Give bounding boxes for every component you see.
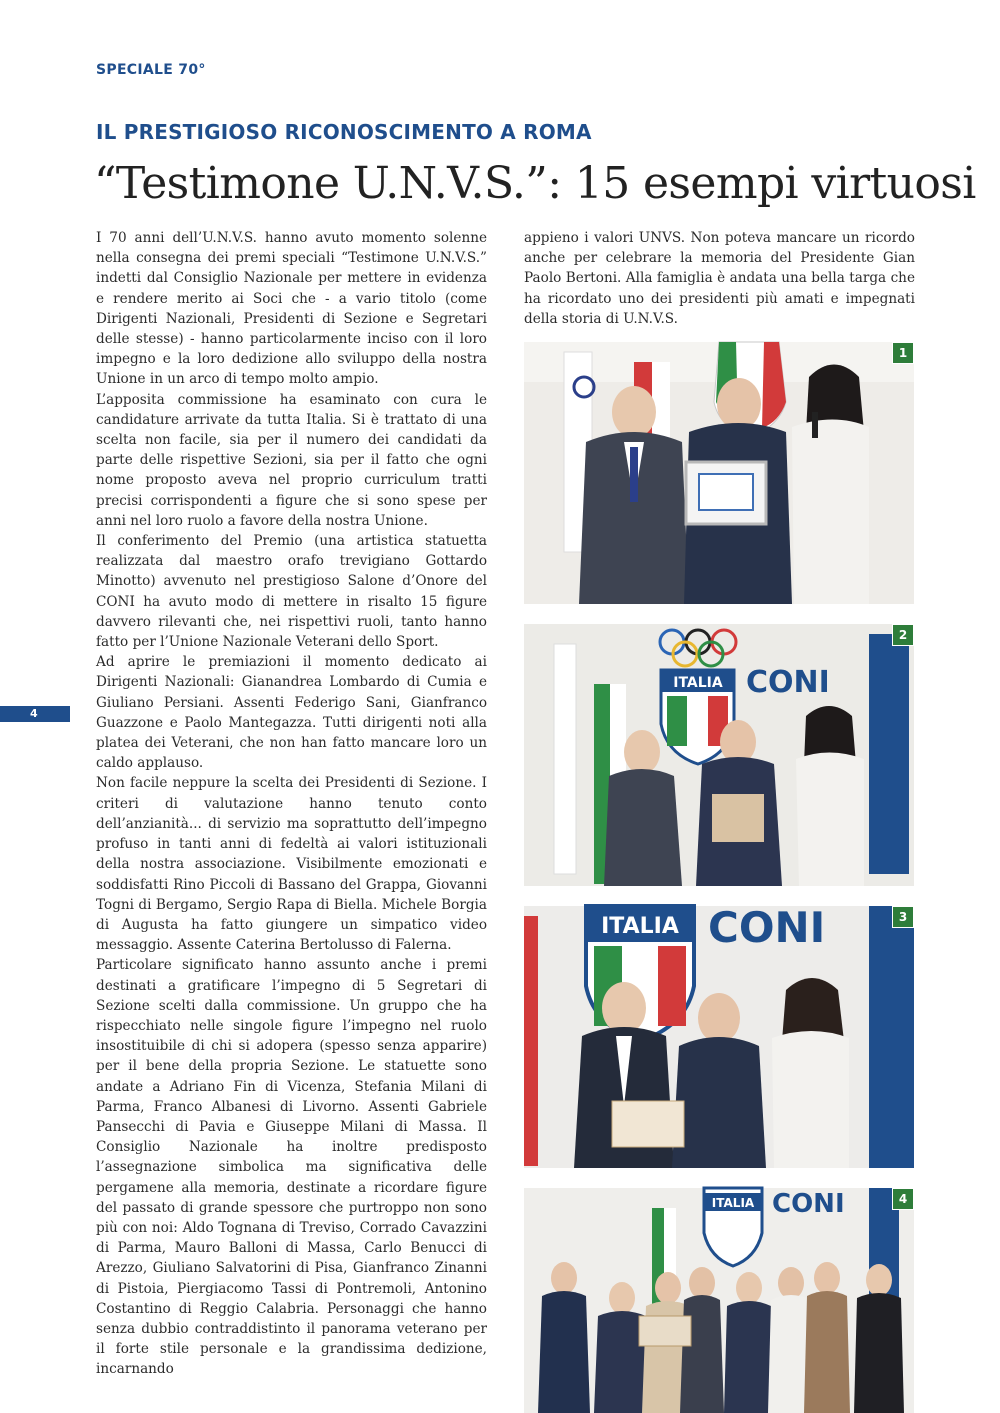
coni-sign: CONI <box>708 903 826 952</box>
photo-3-image <box>524 903 914 1168</box>
paragraph: Particolare significato hanno assunto anche i premi destinati a gratificare l’impegno di 5 Segretari di Sezione scelti dalla commissione. Un gruppo che ha rispecchiato nelle singole figure l’impegno nel ruolo insostituibile di chi si adopera (spesso senza apparire) per il bene della propria Sezione. Le statuette sono andate a Adriano Fin di Vicenza, Stefania Milani di Parma, Franco Albanesi di Livorno. Assenti Gabriele Pansecchi di Pavia e Giuseppe Milani di Massa. Il Consiglio Nazionale ha inoltre predisposto l’assegnazione simbolica ma significativa delle pergamene alla memoria, destinate a ricordare figure del passato di grande spessore che purtroppo non sono più con noi: Aldo Tognana di Treviso, Corrado Cavazzini di Parma, Mauro Balloni di Massa, Carlo Benucci di Arezzo, Giuliano Salvatorini di Pisa, Gianfranco Zinanni di Pistoia, Piergiacomo Tassi di Pontremoli, Antonino Costantino di Reggio Calabria. Personaggi che hanno senza dubbio contraddistinto il panorama veterano per il forte stile personale e la grandissima dedizione, incarnando <box>96 957 487 1378</box>
article-kicker: IL PRESTIGIOSO RICONOSCIMENTO A ROMA <box>96 120 592 144</box>
coni-sign: CONI <box>772 1189 845 1219</box>
photo-2 <box>524 624 914 886</box>
photo-number-badge: 3 <box>892 906 914 928</box>
article-headline: “Testimone U.N.V.S.”: 15 esempi virtuosi <box>94 158 976 209</box>
page-number: 4 <box>0 706 70 722</box>
paragraph: L’apposita commissione ha esaminato con cura le candidature arrivate da tutta Italia. Si è trattato di una scelta non facile, sia per il numero dei candidati da parte delle rispettive Sezioni, sia per il fatto che ogni nome proposto aveva nel proprio curriculum tratti precisi corrispondenti a figure che si sono spese per anni nel loro ruolo a favore della nostra Unione. <box>96 391 487 529</box>
italia-sign: ITALIA <box>673 675 723 691</box>
section-label: SPECIALE 70° <box>96 62 206 78</box>
photo-number-badge: 2 <box>892 624 914 646</box>
paragraph: Ad aprire le premiazioni il momento dedicato ai Dirigenti Nazionali: Gianandrea Lombardo di Cumia e Giuliano Persiani. Assenti Federigo Sani, Gianfranco Guazzone e Paolo Mantegazza. Tutti dirigenti noti alla platea dei Veterani, che non han fatto mancare loro un caldo applauso. <box>96 654 487 772</box>
article-left-column <box>96 228 487 1378</box>
photo-number-badge: 4 <box>892 1188 914 1210</box>
photo-number-badge: 1 <box>892 342 914 364</box>
paragraph: Non facile neppure la scelta dei Presidenti di Sezione. I criteri di valutazione hanno tenuto conto dell’anzianità... di servizio ma soprattutto dell’impegno profuso in tanti anni di fedeltà ai valori istituzionali della nostra associazione. Visibilmente emozionati e soddisfatti Rino Piccoli di Bassano del Grappa, Giovanni Togni di Bergamo, Sergio Rapa di Biella. Michele Borgia di Augusta ha fatto giungere un simpatico video messaggio. Assente Caterina Bertolusso di Falerna. <box>96 775 487 954</box>
photo-4-image <box>524 1188 914 1413</box>
article-right-column <box>524 228 915 329</box>
italia-sign: ITALIA <box>711 1196 755 1210</box>
photo-2-image <box>524 624 914 886</box>
photo-4 <box>524 1188 914 1413</box>
photo-3 <box>524 903 914 1168</box>
paragraph: Il conferimento del Premio (una artistica statuetta realizzata dal maestro orafo trevigiano Gottardo Minotto) avvenuto nel prestigioso Salone d’Onore del CONI ha avuto modo di mettere in risalto 15 figure davvero rilevanti che, nei rispettivi ruoli, tanto hanno fatto per l’Unione Nazionale Veterani dello Sport. <box>96 533 487 651</box>
coni-sign: CONI <box>746 665 830 700</box>
paragraph: appieno i valori UNVS. Non poteva mancare un ricordo anche per celebrare la memoria del Presidente Gian Paolo Bertoni. Alla famiglia è andata una bella targa che ha ricordato uno dei presidenti più amati e impegnati della storia di U.N.V.S. <box>524 230 915 327</box>
paragraph: I 70 anni dell’U.N.V.S. hanno avuto momento solenne nella consegna dei premi speciali “Testimone U.N.V.S.” indetti dal Consiglio Nazionale per mettere in evidenza e rendere merito ai Soci che - a vario titolo (come Dirigenti Nazionali, Presidenti di Sezione e Segretari delle stesse) - hanno particolarmente inciso con il loro impegno e la loro dedizione allo sviluppo della nostra Unione in un arco di tempo molto ampio. <box>96 230 487 388</box>
photo-1 <box>524 342 914 604</box>
photo-1-image <box>524 342 914 604</box>
italia-sign: ITALIA <box>601 914 679 939</box>
